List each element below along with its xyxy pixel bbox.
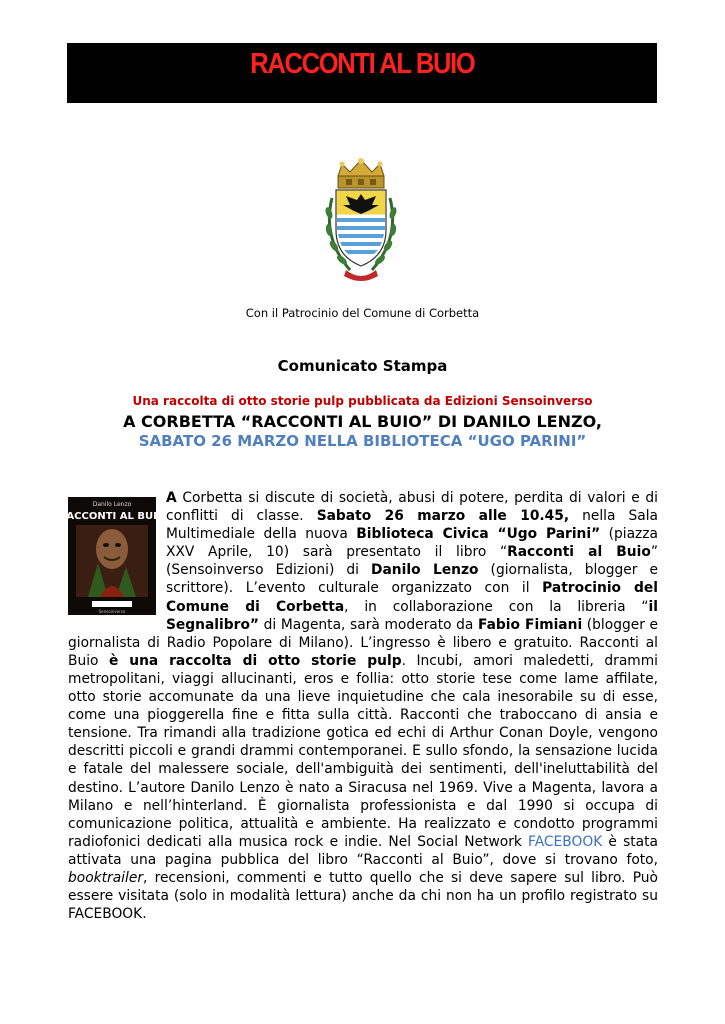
banner-title: RACCONTI AL BUIO: [249, 48, 475, 80]
cover-publisher: Sensoinverso: [98, 609, 126, 614]
body-text-segment: ” (Sensoinverso Edizioni) di: [166, 544, 658, 579]
body-moderator: Fabio Fimiani: [478, 616, 583, 633]
body-text-segment: , in collaborazione con la libreria “: [344, 598, 649, 615]
kicker-line: Una raccolta di otto storie pulp pubblicata da Edizioni Sensoinverso: [132, 394, 593, 408]
body-text-segment: Corbetta si discute di società, abusi di potere, perdita di valori e di conflitti di classe.: [166, 490, 658, 525]
title-banner: [67, 43, 657, 103]
article-body: [68, 489, 658, 923]
body-text-segment: nella Sala Multimediale della nuova: [166, 508, 658, 543]
subheadline: SABATO 26 MARZO NELLA BIBLIOTECA “UGO PARINI”: [138, 432, 587, 450]
body-booktrailer: booktrailer: [68, 869, 143, 886]
body-text-segment: , recensioni, commenti e tutto quello che si deve sapere sul libro. Può essere visitata (solo in modalità lettura) anche da chi non ha un profilo registrato su FACEBOOK.: [68, 869, 658, 923]
coat-of-arms-icon: [316, 158, 406, 286]
body-author: Danilo Lenzo: [371, 562, 479, 579]
headline: A CORBETTA “RACCONTI AL BUIO” DI DANILO LENZO,: [123, 412, 602, 431]
cover-author: Danilo Lenzo: [92, 501, 132, 508]
body-text-segment: (piazza XXV Aprile, 10) sarà presentato il libro “: [166, 526, 658, 561]
body-date: Sabato 26 marzo alle 10.45,: [316, 508, 570, 525]
body-text-segment: di Magenta, sarà moderato da: [259, 616, 478, 633]
body-text-segment: (giornalista, blogger e scrittore). L’evento culturale organizzato con il: [166, 562, 658, 597]
press-release-heading: Comunicato Stampa: [277, 357, 448, 375]
body-text-segment: . Incubi, amori maledetti, drammi metropolitani, viaggi allucinanti, eros e follia: otto storie tese come lame affilate, otto storie accomunate da una lieve inquietudine che cala inesorabile su di esse, come una pioggerella fine e fitta sulla città. Racconti che traboccano di ansia e tensione. Tra rimandi alla tradizione gotica ed echi di Arthur Conan Doyle, vengono descritti piccoli e grandi drammi contemporanei. E sullo sfondo, la sensazione lucida e fatale del malessere sociale, dell'ambiguità dei sentimenti, dell'ineluttabilità del destino. L’autore Danilo Lenzo è nato a Siracusa nel 1969. Vive a Magenta, lavora a Milano e nell’hinterland. È giornalista professionista e dal 1990 si occupa di comunicazione politica, attualità e ambiente. Ha realizzato e condotto programmi radiofonici dedicati alla musica rock e indie. Nel Social Network: [68, 652, 658, 850]
body-patronage: Patrocinio del Comune di Corbetta: [166, 580, 658, 615]
cover-title: RACCONTI AL BUIO: [58, 511, 166, 522]
body-text-segment: (blogger e giornalista di Radio Popolare di Milano). L’ingresso è libero e gratuito. Racconti al Buio: [68, 616, 658, 669]
body-bookshop: il Segnalibro”: [166, 598, 658, 633]
facebook-link[interactable]: FACEBOOK: [528, 833, 603, 850]
body-highlight: è una raccolta di otto storie pulp: [108, 652, 402, 669]
body-text-segment: è stata attivata una pagina pubblica del libro “Racconti al Buio”, dove si trovano foto,: [68, 833, 658, 868]
body-lead-letter: A: [166, 490, 177, 506]
body-library: Biblioteca Civica “Ugo Parini”: [356, 526, 601, 543]
body-book-title: Racconti al Buio: [507, 544, 651, 561]
patronage-line: Con il Patrocinio del Comune di Corbetta: [245, 306, 480, 320]
